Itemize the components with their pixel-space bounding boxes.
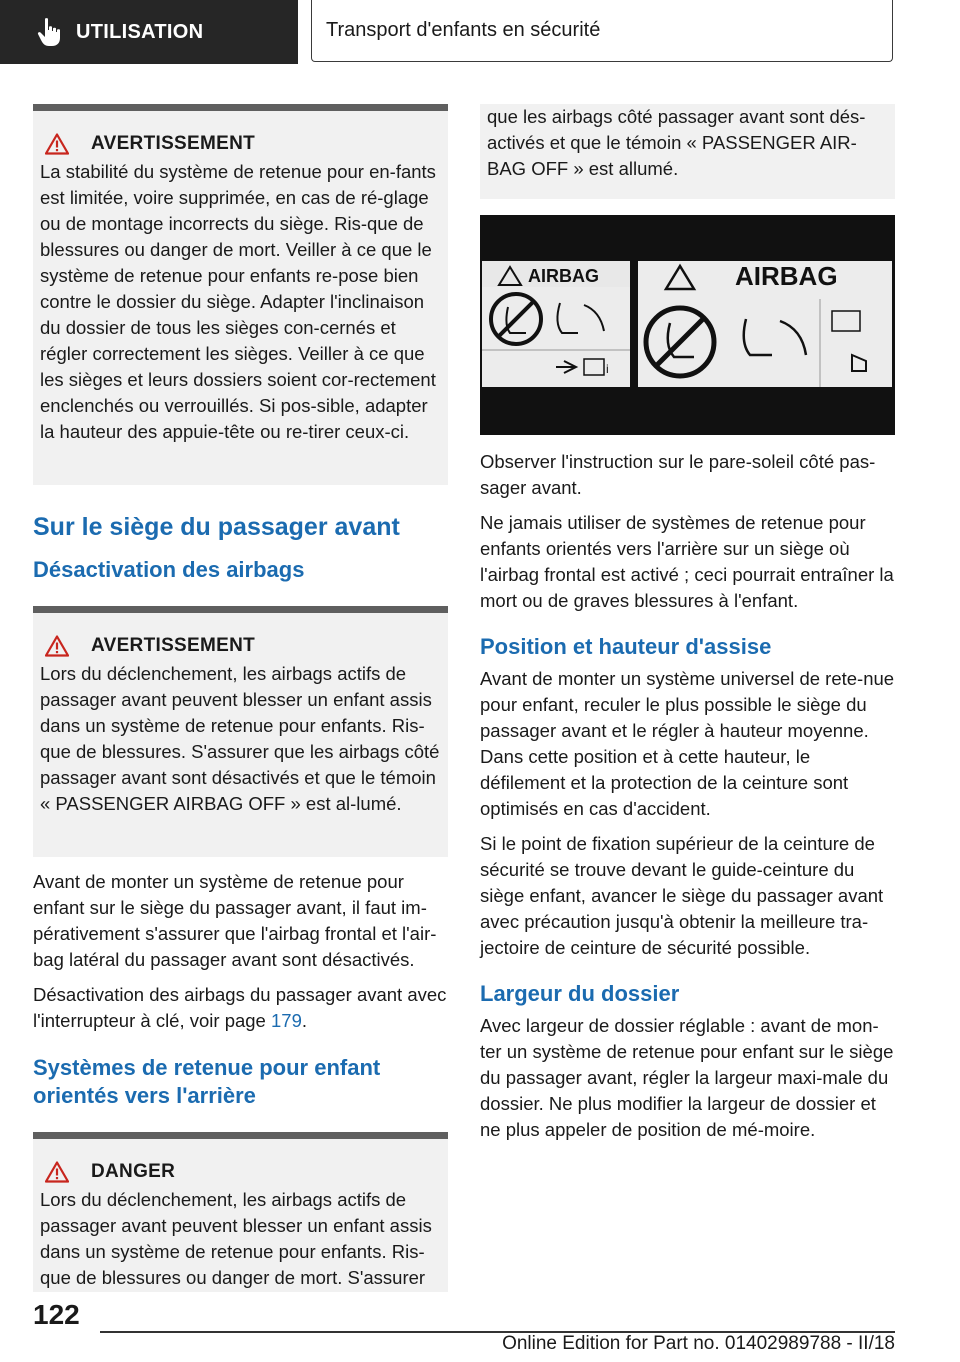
warning-triangle-icon (45, 133, 69, 155)
subsection-heading: Position et hauteur d'assise (480, 634, 772, 659)
warning-box (33, 606, 448, 857)
danger-title: DANGER (91, 1161, 176, 1182)
paragraph: Avant de monter un système universel de rete-nue pour enfant, reculer le plus possible le siège du passager avant et le régler à hauteur moyenne. Dans cette position et à cette hauteur, le défilement et la protection de la ceinture sont optimisés en cas d'accident. (480, 668, 895, 819)
paragraph-text: Désactivation des airbags du passager avant avec l'interrupteur à clé, voir page (33, 984, 447, 1031)
subsection-heading: Largeur du dossier (480, 981, 680, 1006)
edition-footer: Online Edition for Part no. 01402989788 - II/18 (502, 1333, 895, 1354)
paragraph: Avant de monter un système de retenue pour enfant sur le siège du passager avant, il faut im-pérativement s'assurer que l'airbag frontal et l'air-bag latéral du passager avant sont désactivés. (33, 871, 437, 970)
warning-title: AVERTISSEMENT (91, 635, 256, 656)
warning-triangle-icon (45, 1161, 69, 1183)
danger-text: Lors du déclenchement, les airbags actifs de passager avant peuvent blesser un enfant assis dans un système de retenue pour enfants. Ris-que de blessures ou danger de mort. S'assurer (40, 1189, 432, 1288)
page-header (0, 0, 960, 66)
chapter-title: Transport d'enfants en sécurité (326, 19, 601, 41)
section-tab[interactable] (0, 0, 298, 64)
section-title: UTILISATION (76, 20, 204, 43)
warning-title: AVERTISSEMENT (91, 133, 256, 154)
chapter-tab[interactable] (311, 0, 893, 62)
airbag-label-photo (480, 215, 895, 435)
info-glyph: i (606, 362, 609, 376)
section-heading: Sur le siège du passager avant (33, 513, 400, 541)
left-column (33, 104, 448, 1292)
page-reference-link[interactable]: 179 (271, 1010, 302, 1031)
page-number: 122 (33, 1299, 80, 1330)
subsection-heading: Systèmes de retenue pour enfant orientés vers l'arrière (33, 1055, 381, 1108)
paragraph: Avec largeur de dossier réglable : avant de mon-ter un système de retenue pour enfant sur le siège du passager avant, régler la largeur maxi-male du dossier. Ne plus modifier la largeur de dossier et ne plus appeler de position de mé-moire. (480, 1015, 894, 1140)
paragraph: Ne jamais utiliser de systèmes de retenue pour enfants orientés vers l'arrière sur un siège où l'airbag frontal est activé ; ceci pourrait entraîner la mort ou de graves blessures à l'enfant. (480, 512, 894, 611)
paragraph: Observer l'instruction sur le pare-soleil côté pas-sager avant. (480, 451, 876, 498)
warning-box (33, 104, 448, 485)
right-column (480, 104, 895, 1152)
pointing-hand-icon (36, 17, 62, 47)
warning-text: La stabilité du système de retenue pour en-fants est limitée, voire supprimée, en cas de ré-glage ou de montage incorrects du siège. Ris-que de blessures ou danger de mort. Veiller à ce que le système de retenue pour enfants re-pose bien contre le dossier du siège. Adapter l'inclinaison du dossier de tous les sièges con-cernés et régler correctement les sièges. Veiller à ce que les sièges et leurs dossiers soient cor-rectement enclenchés ou verrouillés. Si pos-sible, adapter la hauteur des appuie-tête ou re-tirer ceux-ci. (40, 161, 436, 442)
paragraph (33, 982, 448, 1034)
warning-triangle-icon (45, 635, 69, 657)
danger-text: que les airbags côté passager avant sont dés-activés et que le témoin « PASSENGER AIR-BAG OFF » est allumé. (487, 106, 866, 179)
warning-text: Lors du déclenchement, les airbags actifs de passager avant peuvent blesser un enfant assis dans un système de retenue pour enfants. Ris-que de blessures. S'assurer que les airbags côté passager avant sont désactivés et que le témoin « PASSENGER AIRBAG OFF » est al-lumé. (40, 663, 440, 814)
warning-header (40, 131, 440, 157)
airbag-large-label: AIRBAG (735, 261, 838, 291)
danger-header (40, 1159, 440, 1185)
warning-header (40, 633, 440, 659)
paragraph-end: . (301, 1010, 308, 1031)
subsection-heading: Désactivation des airbags (33, 557, 305, 582)
paragraph: Si le point de fixation supérieur de la ceinture de sécurité se trouve devant le guide-ceinture du siège enfant, avancer le siège du passager avant avec précaution jusqu'à obtenir la meilleure tra-jectoire de ceinture de sécurité possible. (480, 833, 884, 958)
airbag-small-label: AIRBAG (528, 266, 599, 286)
danger-box (33, 1132, 448, 1292)
danger-box-continued (480, 104, 895, 199)
